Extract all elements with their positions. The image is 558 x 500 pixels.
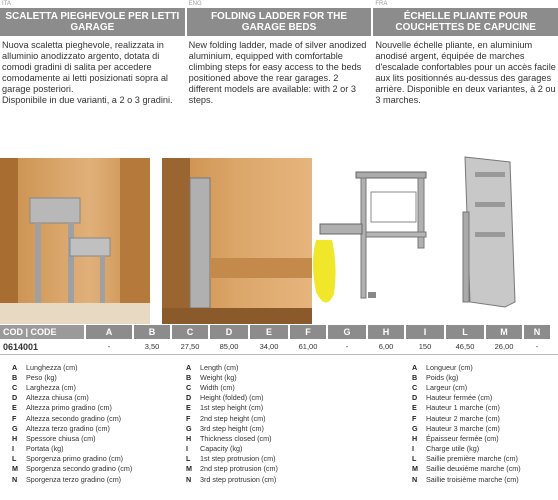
legend-text: Hauteur 2 marche (cm)	[426, 413, 500, 423]
legend-letter: F	[412, 413, 417, 423]
ladder-installed-photo	[0, 158, 150, 324]
legend-item	[412, 413, 558, 423]
description-paragraph: Disponibile in due varianti, a 2 o 3 gradini.	[2, 95, 173, 105]
header-cell: M	[486, 325, 522, 339]
legend-letter: E	[186, 403, 191, 413]
legend-item	[12, 464, 186, 474]
dimension-legend	[0, 362, 558, 484]
legend-text: Saillie première marche (cm)	[426, 454, 518, 464]
legend-item	[12, 362, 186, 372]
legend-item	[12, 403, 186, 413]
legend-text: Portata (kg)	[26, 444, 64, 454]
description-paragraph: Nuova scaletta pieghevole, realizzata in alluminio anodizzato argento, dotata di comodi gradini di salita per accedere comodamente ai letti posizionati sopra al garage posteriori.	[2, 40, 168, 94]
legend-item	[186, 362, 412, 372]
legend-item	[186, 433, 412, 443]
legend-item	[412, 474, 558, 484]
legend-item	[12, 372, 186, 382]
legend-item	[412, 423, 558, 433]
header-cell: B	[134, 325, 170, 339]
legend-text: Épaisseur fermée (cm)	[426, 433, 499, 443]
legend-item	[186, 393, 412, 403]
legend-item	[186, 474, 412, 484]
language-code: ENG	[188, 1, 202, 7]
legend-text: Saillie troisième marche (cm)	[426, 474, 519, 484]
language-code: ITA	[2, 1, 11, 7]
legend-letter: N	[186, 474, 192, 484]
header-cell: D	[210, 325, 248, 339]
column-ita	[0, 0, 185, 150]
legend-text: 1st step height (cm)	[200, 403, 264, 413]
legend-letter: C	[412, 382, 418, 392]
legend-letter: E	[12, 403, 17, 413]
column-title: FOLDING LADDER FOR THE GARAGE BEDS	[187, 8, 372, 36]
legend-text: Sporgenza secondo gradino (cm)	[26, 464, 133, 474]
description-paragraph: New folding ladder, made of silver anodized aluminium, equipped with comfortable climbing steps for easy access to the beds positioned above the rear garages. 2 different models are available: with 2 or 3 steps.	[188, 40, 367, 105]
legend-letter: M	[186, 464, 192, 474]
legend-letter: N	[12, 474, 18, 484]
legend-letter: I	[412, 444, 414, 454]
table-cell: 46,50	[455, 342, 475, 351]
legend-fra	[412, 362, 558, 484]
legend-text: Poids (kg)	[426, 372, 459, 382]
legend-item	[12, 454, 186, 464]
legend-letter: I	[186, 444, 188, 454]
legend-item	[412, 444, 558, 454]
legend-item	[12, 393, 186, 403]
description-paragraph: Nouvelle échelle pliante, en aluminium anodisé argent, équipée de marches d'escalade confortables pour un accès facile aux lits positionnés au-dessus des garages arrière. Disponible en deux variantes, à 2 ou 3 marches.	[375, 40, 556, 105]
legend-text: 1st step protrusion (cm)	[200, 454, 276, 464]
legend-letter: N	[412, 474, 418, 484]
legend-item	[412, 433, 558, 443]
legend-item	[412, 393, 558, 403]
ladder-diagram	[306, 162, 432, 324]
legend-text: 3rd step protrusion (cm)	[200, 474, 277, 484]
legend-letter: E	[412, 403, 417, 413]
legend-letter: D	[12, 393, 18, 403]
legend-text: 2nd step protrusion (cm)	[200, 464, 278, 474]
legend-item	[412, 362, 558, 372]
table-cell: 27,50	[180, 342, 200, 351]
legend-text: Altezza secondo gradino (cm)	[26, 413, 122, 423]
legend-item	[12, 433, 186, 443]
legend-letter: L	[12, 454, 17, 464]
legend-text: Height (folded) (cm)	[200, 393, 264, 403]
legend-text: Altezza primo gradino (cm)	[26, 403, 112, 413]
column-text	[0, 36, 185, 106]
legend-item	[186, 413, 412, 423]
table-cell: 85,00	[219, 342, 239, 351]
table-cell: -	[535, 342, 539, 351]
legend-text: Larghezza (cm)	[26, 382, 76, 392]
legend-item	[412, 372, 558, 382]
table-cell: 26,00	[494, 342, 514, 351]
header-cell: L	[446, 325, 484, 339]
legend-text: Thickness closed (cm)	[200, 433, 272, 443]
table-cell: 61,00	[298, 342, 318, 351]
legend-letter: C	[186, 382, 192, 392]
legend-item	[412, 454, 558, 464]
table-cell: 6,00	[378, 342, 394, 351]
legend-letter: I	[12, 444, 14, 454]
legend-text: 3rd step height (cm)	[200, 423, 264, 433]
column-title: ÉCHELLE PLIANTE POUR COUCHETTES DE CAPUCINE	[373, 8, 558, 36]
legend-text: Hauteur fermée (cm)	[426, 393, 493, 403]
specifications-table	[0, 325, 558, 355]
legend-letter: M	[412, 464, 418, 474]
legend-letter: C	[12, 382, 18, 392]
legend-item	[186, 403, 412, 413]
legend-text: Lunghezza (cm)	[26, 362, 78, 372]
column-title: SCALETTA PIEGHEVOLE PER LETTI GARAGE	[0, 8, 185, 36]
column-text	[187, 36, 372, 106]
legend-text: Weight (kg)	[200, 372, 237, 382]
legend-item	[186, 444, 412, 454]
table-cell: 3,50	[144, 342, 160, 351]
table-cell: 150	[418, 342, 432, 351]
ladder-folded-photo	[162, 158, 312, 324]
header-cell: N	[524, 325, 550, 339]
legend-letter: G	[12, 423, 18, 433]
legend-text: Peso (kg)	[26, 372, 57, 382]
legend-ita	[0, 362, 186, 484]
legend-text: Altezza terzo gradino (cm)	[26, 423, 110, 433]
legend-letter: G	[412, 423, 418, 433]
legend-letter: H	[12, 433, 18, 443]
table-cell: -	[107, 342, 111, 351]
legend-item	[12, 474, 186, 484]
header-cell: C	[172, 325, 208, 339]
legend-letter: A	[186, 362, 192, 372]
legend-text: Width (cm)	[200, 382, 235, 392]
legend-letter: A	[12, 362, 18, 372]
legend-item	[412, 464, 558, 474]
legend-item	[12, 382, 186, 392]
legend-text: Sporgenza primo gradino (cm)	[26, 454, 124, 464]
legend-text: Hauteur 3 marche (cm)	[426, 423, 500, 433]
legend-text: Length (cm)	[200, 362, 239, 372]
legend-item	[12, 444, 186, 454]
column-eng	[187, 0, 372, 150]
product-photos	[0, 152, 558, 324]
cell-code: 0614001	[3, 341, 39, 352]
legend-letter: G	[186, 423, 192, 433]
header-cell: F	[290, 325, 326, 339]
table-cell: 34,00	[259, 342, 279, 351]
legend-item	[186, 464, 412, 474]
legend-text: Spessore chiusa (cm)	[26, 433, 96, 443]
legend-item	[186, 372, 412, 382]
legend-text: Hauteur 1 marche (cm)	[426, 403, 500, 413]
column-fra	[373, 0, 558, 150]
legend-letter: F	[186, 413, 191, 423]
legend-item	[412, 382, 558, 392]
header-cell: I	[406, 325, 444, 339]
header-cell: G	[328, 325, 366, 339]
header-cell: A	[86, 325, 132, 339]
legend-text: Altezza chiusa (cm)	[26, 393, 89, 403]
legend-letter: D	[186, 393, 192, 403]
legend-item	[12, 413, 186, 423]
legend-text: Sporgenza terzo gradino (cm)	[26, 474, 122, 484]
legend-item	[186, 454, 412, 464]
legend-letter: A	[412, 362, 418, 372]
legend-letter: F	[12, 413, 17, 423]
legend-letter: B	[12, 372, 18, 382]
legend-text: Largeur (cm)	[426, 382, 468, 392]
legend-item	[186, 423, 412, 433]
column-text	[373, 36, 558, 106]
legend-text: 2nd step height (cm)	[200, 413, 266, 423]
legend-text: Longueur (cm)	[426, 362, 473, 372]
legend-letter: L	[186, 454, 191, 464]
legend-letter: L	[412, 454, 417, 464]
legend-item	[186, 382, 412, 392]
legend-letter: H	[412, 433, 418, 443]
legend-letter: M	[12, 464, 18, 474]
legend-letter: D	[412, 393, 418, 403]
header-cell: E	[250, 325, 288, 339]
table-cell: -	[345, 342, 349, 351]
language-code: FRA	[375, 1, 388, 7]
legend-eng	[186, 362, 412, 484]
table-row	[0, 339, 558, 355]
header-cell: H	[368, 325, 404, 339]
ladder-closed-photo	[455, 152, 525, 312]
legend-item	[12, 423, 186, 433]
legend-letter: B	[186, 372, 192, 382]
description-columns	[0, 0, 558, 150]
legend-letter: B	[412, 372, 418, 382]
header-cell-code: COD | CODE	[0, 325, 84, 339]
table-header-row	[0, 325, 558, 339]
legend-item	[412, 403, 558, 413]
legend-text: Saillie deuxième marche (cm)	[426, 464, 521, 474]
legend-letter: H	[186, 433, 192, 443]
legend-text: Capacity (kg)	[200, 444, 243, 454]
legend-text: Charge utile (kg)	[426, 444, 480, 454]
